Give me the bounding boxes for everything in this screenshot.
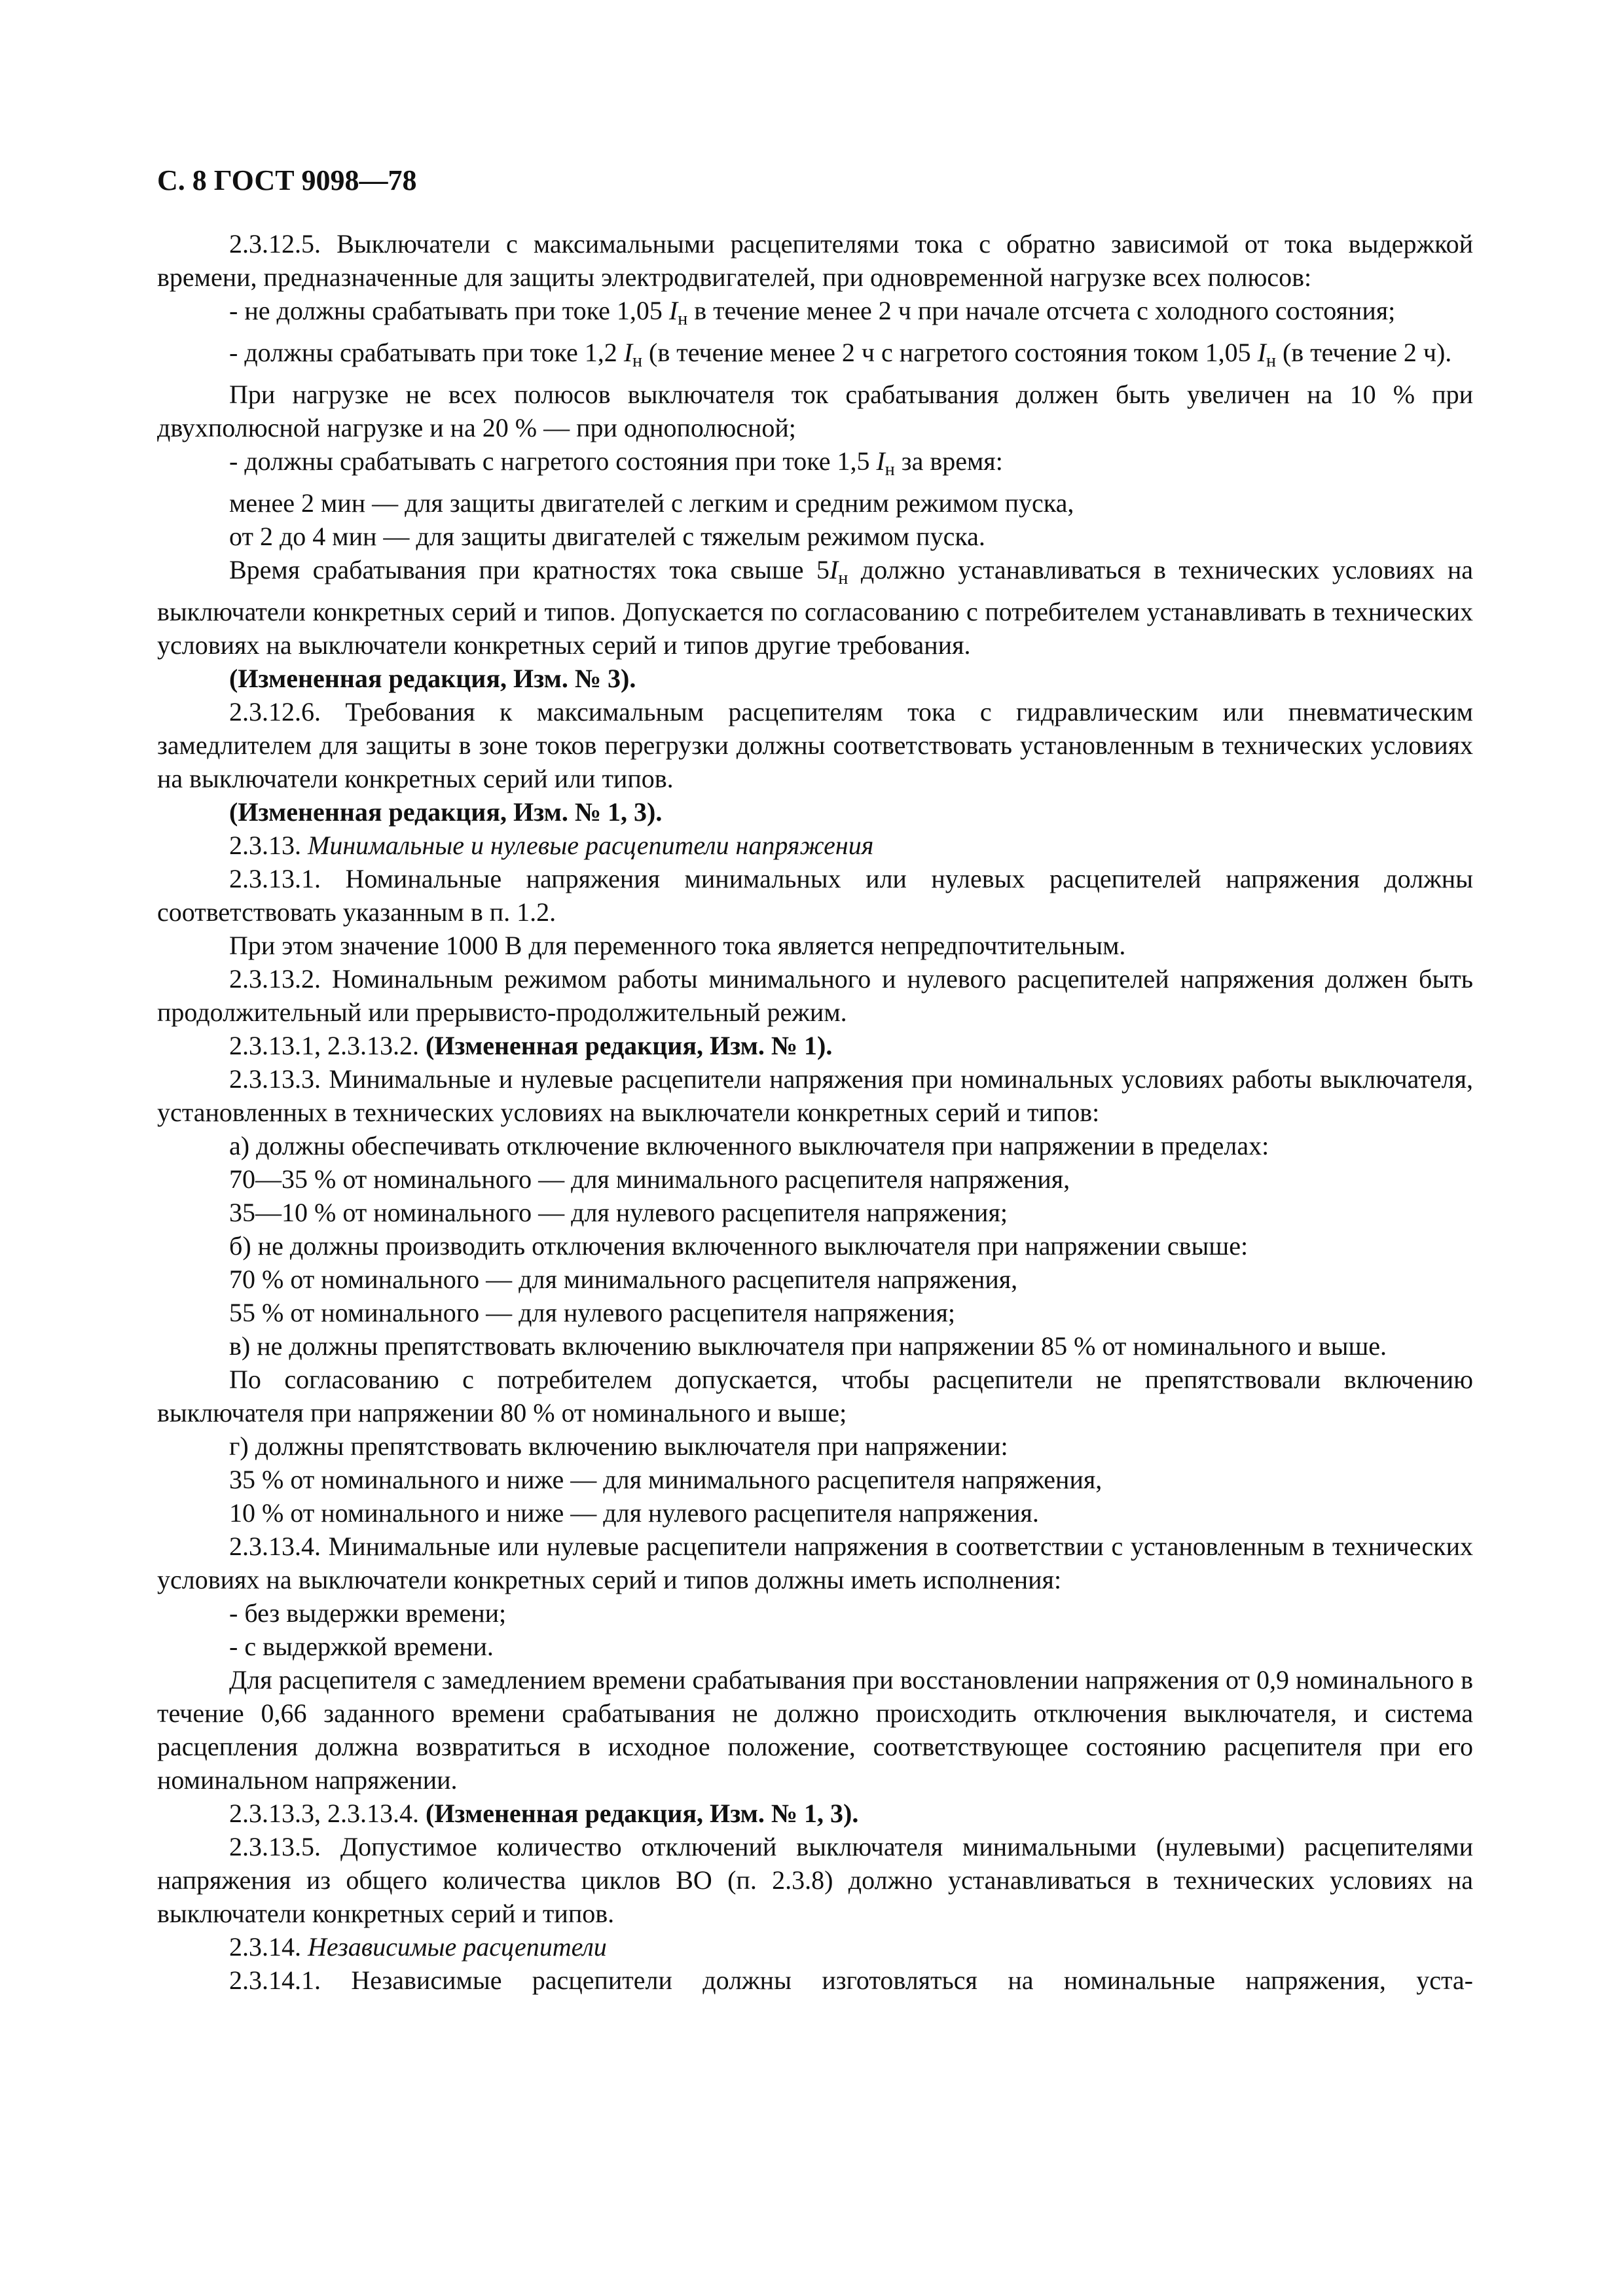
paragraph: 2.3.14. Независимые расцепители: [229, 1932, 607, 1962]
paragraph: - без выдержки времени;: [229, 1598, 507, 1628]
document-body: [157, 227, 1473, 2030]
paragraph: б) не должны производить отключения включенного выключателя при напряжении свыше:: [229, 1231, 1249, 1261]
paragraph: При этом значение 1000 В для переменного тока является непредпочтительным.: [229, 931, 1126, 960]
paragraph: менее 2 мин — для защиты двигателей с легким и средним режимом пуска,: [229, 488, 1074, 518]
paragraph: 2.3.13.2. Номинальным режимом работы минимального и нулевого расцепителей напряжения должен быть продолжительный или прерывисто-продолжительный режим.: [157, 964, 1473, 1027]
paragraph: - должны срабатывать при токе 1,2 $I_н$ (в течение менее 2 ч с нагретого состояния током 1,05 $I_н$ (в течение 2 ч).: [229, 338, 1452, 371]
paragraph: 35 % от номинального и ниже — для минимального расцепителя напряжения,: [229, 1465, 1103, 1494]
paragraph: 2.3.12.6. Требования к максимальным расцепителям тока с гидравлическим или пневматическим замедлителем для защиты в зоне токов перегрузки должны соответствовать установленным в технических условиях на выключатели конкретных серий или типов.: [157, 697, 1473, 793]
paragraph: 70—35 % от номинального — для минимального расцепителя напряжения,: [229, 1164, 1070, 1194]
paragraph: 2.3.13.1. Номинальные напряжения минимальных или нулевых расцепителей напряжения должны соответствовать указанным в п. 1.2.: [157, 864, 1473, 927]
paragraph: (Измененная редакция, Изм. № 3).: [229, 664, 636, 693]
paragraph: г) должны препятствовать включению выключателя при напряжении:: [229, 1431, 1008, 1461]
paragraph: Время срабатывания при кратностях тока свыше $5I_н$ должно устанавливаться в технических условиях на выключатели конкретных серий и типов. Допускается по согласованию с потребителем устанавливать в технических условиях на выключатели конкретных серий и типов другие требования.: [157, 555, 1473, 660]
paragraph: 70 % от номинального — для минимального расцепителя напряжения,: [229, 1265, 1018, 1294]
paragraph: 55 % от номинального — для нулевого расцепителя напряжения;: [229, 1298, 955, 1327]
paragraph: 2.3.13. Минимальные и нулевые расцепители напряжения: [229, 831, 874, 860]
page-header: С. 8 ГОСТ 9098—78: [157, 164, 417, 196]
paragraph: 2.3.13.1, 2.3.13.2. (Измененная редакция, Изм. № 1).: [229, 1031, 833, 1060]
paragraph: При нагрузке не всех полюсов выключателя ток срабатывания должен быть увеличен на 10 % при двухполюсной нагрузке и на 20 % — при однополюсной;: [157, 380, 1473, 442]
paragraph: 35—10 % от номинального — для нулевого расцепителя напряжения;: [229, 1198, 1008, 1227]
paragraph: 10 % от номинального и ниже — для нулевого расцепителя напряжения.: [229, 1498, 1039, 1528]
paragraph: 2.3.14.1. Независимые расцепители должны изготовляться на номинальные напряжения, уста-: [229, 1965, 1473, 1995]
paragraph: а) должны обеспечивать отключение включенного выключателя при напряжении в пределах:: [229, 1131, 1269, 1160]
paragraph: (Измененная редакция, Изм. № 1, 3).: [229, 797, 663, 827]
paragraph: 2.3.12.5. Выключатели с максимальными расцепителями тока с обратно зависимой от тока выдержкой времени, предназначенные для защиты электродвигателей, при одновременной нагрузке всех полюсов:: [157, 229, 1473, 292]
document-page: [157, 164, 1473, 2030]
paragraph: 2.3.13.3, 2.3.13.4. (Измененная редакция, Изм. № 1, 3).: [229, 1799, 859, 1828]
paragraph: 2.3.13.4. Минимальные или нулевые расцепители напряжения в соответствии с установленным в технических условиях на выключатели конкретных серий и типов должны иметь исполнения:: [157, 1532, 1473, 1594]
paragraph: 2.3.13.3. Минимальные и нулевые расцепители напряжения при номинальных условиях работы выключателя, установленных в технических условиях на выключатели конкретных серий и типов:: [157, 1064, 1473, 1127]
paragraph: По согласованию с потребителем допускается, чтобы расцепители не препятствовали включению выключателя при напряжении 80 % от номинального и выше;: [157, 1365, 1473, 1427]
paragraph: Для расцепителя с замедлением времени срабатывания при восстановлении напряжения от 0,9 номинального в течение 0,66 заданного времени срабатывания не должно происходить отключения выключателя, и система расцепления должна возвратиться в исходное положение, соответствующее состоянию расцепителя при его номинальном напряжении.: [157, 1665, 1473, 1795]
paragraph: от 2 до 4 мин — для защиты двигателей с тяжелым режимом пуска.: [229, 522, 985, 551]
paragraph: в) не должны препятствовать включению выключателя при напряжении 85 % от номинального и выше.: [229, 1331, 1387, 1361]
paragraph: 2.3.13.5. Допустимое количество отключений выключателя минимальными (нулевыми) расцепителями напряжения из общего количества циклов ВО (п. 2.3.8) должно устанавливаться в технических условиях на выключатели конкретных серий и типов.: [157, 1832, 1473, 1928]
paragraph: - должны срабатывать с нагретого состояния при токе 1,5 $I_н$ за время:: [229, 446, 1003, 480]
paragraph: - с выдержкой времени.: [229, 1632, 494, 1661]
paragraph: - не должны срабатывать при токе 1,05 $I_н$ в течение менее 2 ч при начале отсчета с холодного состояния;: [229, 296, 1396, 329]
